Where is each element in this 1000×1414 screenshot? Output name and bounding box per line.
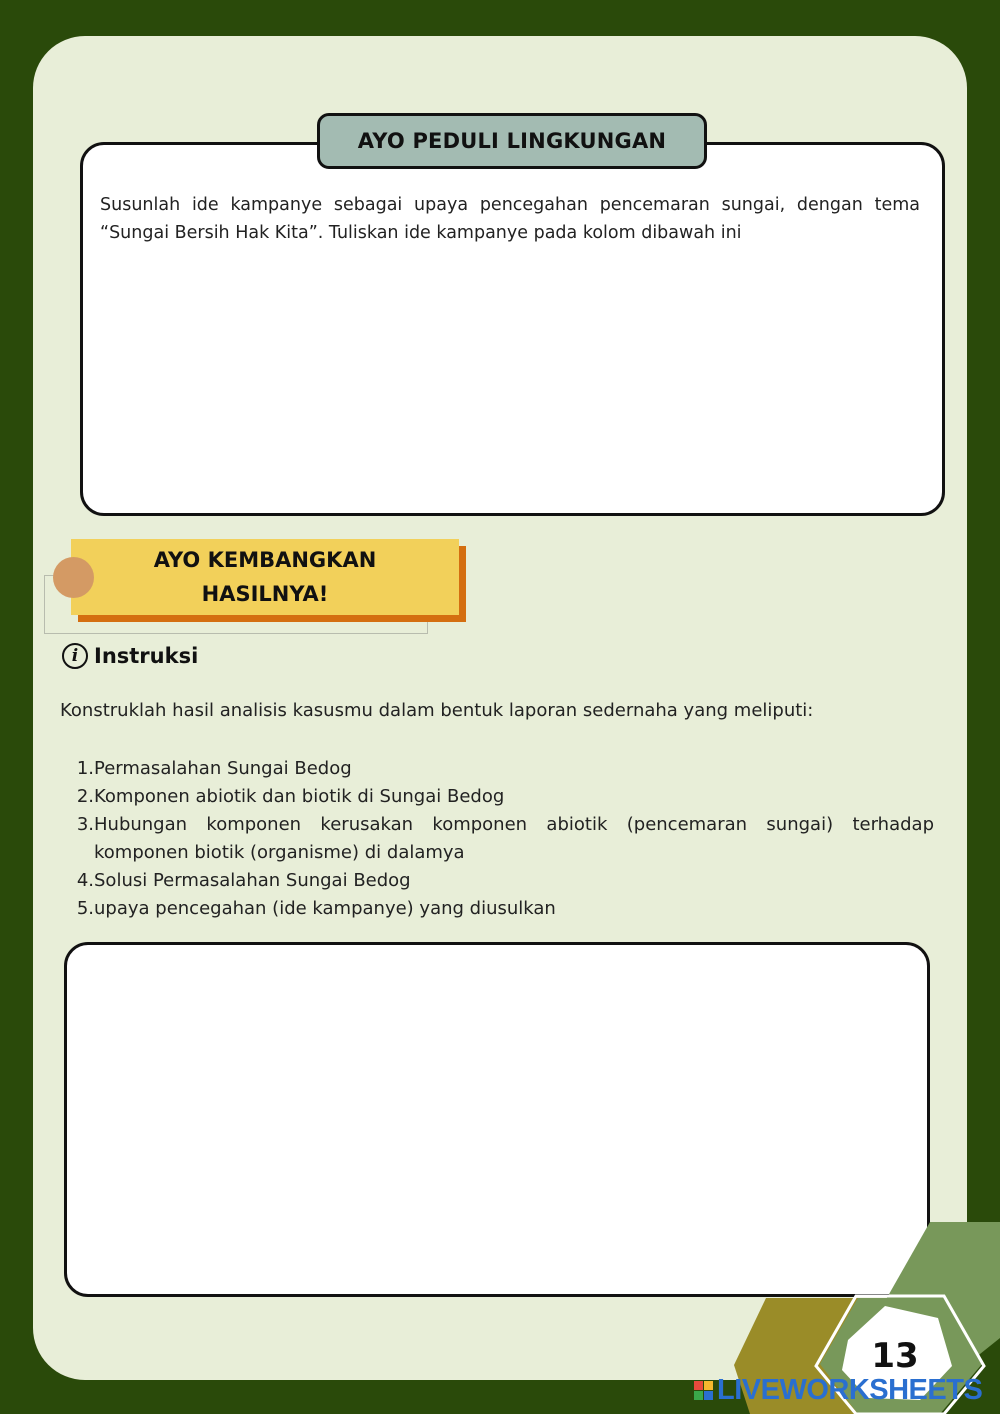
list-text: Solusi Permasalahan Sungai Bedog (94, 870, 411, 891)
banner-title-line1: AYO KEMBANGKAN (153, 548, 377, 572)
instructions-label: Instruksi (94, 644, 199, 668)
instructions-intro: Konstruklah hasil analisis kasusmu dalam bentuk laporan sedernaha yang meliputi: (60, 700, 814, 721)
info-icon: i (62, 643, 88, 669)
list-text: Komponen abiotik dan biotik di Sungai Bedog (94, 786, 505, 807)
banner-title-line2: HASILNYA! (201, 582, 329, 606)
list-text: Permasalahan Sungai Bedog (94, 758, 352, 779)
liveworksheets-watermark[interactable] (694, 1374, 982, 1407)
list-number: 5. (76, 898, 94, 919)
page-number: 13 (871, 1336, 919, 1376)
list-text: Hubungan komponen kerusakan komponen abiotik (pencemaran sungai) terhadap komponen biotik (organisme) di dalamya (94, 814, 934, 863)
list-number: 3. (76, 814, 94, 835)
list-number: 4. (76, 870, 94, 891)
list-number: 1. (76, 758, 94, 779)
liveworksheets-logo-icon (694, 1381, 713, 1400)
watermark-text: LIVEWORKSHEETS (717, 1374, 983, 1406)
campaign-prompt: Susunlah ide kampanye sebagai upaya pencegahan pencemaran sungai, dengan tema “Sungai Bersih Hak Kita”. Tuliskan ide kampanye pada kolom dibawah ini (100, 195, 920, 243)
list-text: upaya pencegahan (ide kampanye) yang diusulkan (94, 898, 556, 919)
list-number: 2. (76, 786, 94, 807)
section-title-peduli: AYO PEDULI LINGKUNGAN (317, 113, 707, 169)
